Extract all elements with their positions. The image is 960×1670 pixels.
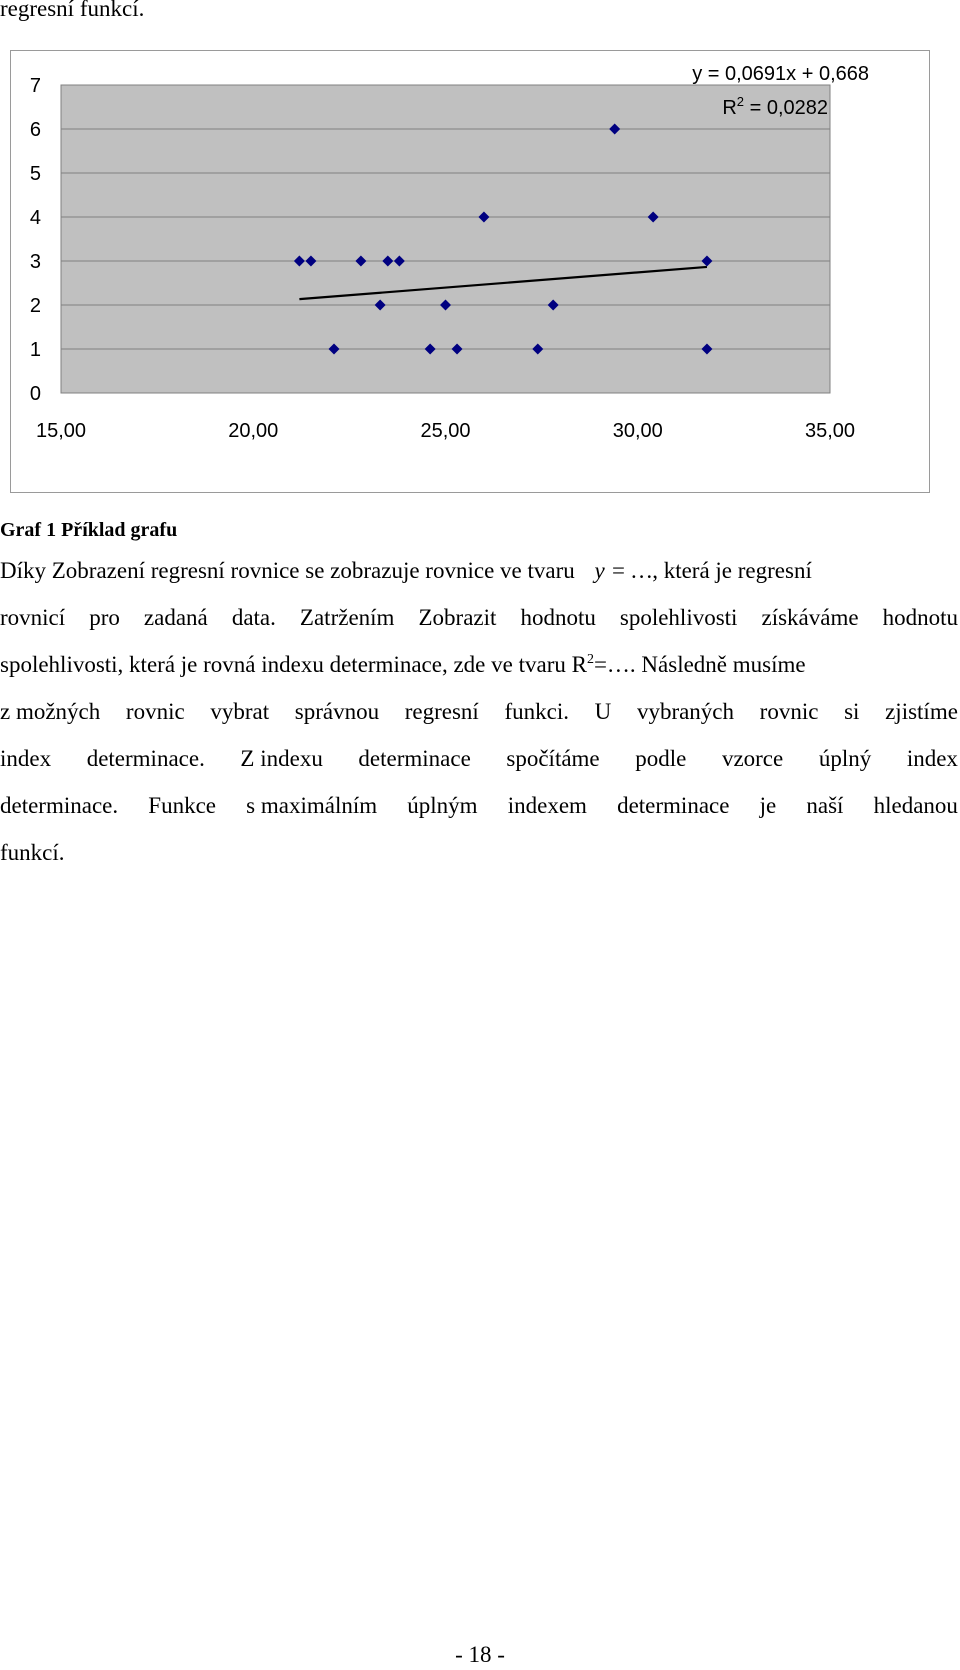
r-squared-label: $R^2 = 0,0282$ [722, 94, 828, 119]
word: Funkce [148, 793, 216, 818]
word: vybrat [210, 699, 270, 724]
y-tick-label: 0 [29, 383, 41, 405]
word: rovnicí [0, 605, 66, 630]
word: hledanou [873, 793, 958, 818]
word: determinace. [0, 793, 119, 818]
word: vybraných [636, 699, 735, 724]
text-segment: , která je regresní [652, 558, 812, 583]
word: determinace [617, 793, 730, 818]
word: rovnic [125, 699, 185, 724]
text-line-3 [0, 650, 958, 680]
word: data. [231, 605, 276, 630]
word: Zobrazit [418, 605, 497, 630]
trendline-equation: y = 0,0691x + 0,668 [692, 63, 869, 85]
plot-area [61, 85, 830, 393]
superscript: 2 [586, 652, 594, 667]
text-line-6 [0, 791, 958, 821]
x-tick-label: 30,00 [612, 420, 663, 442]
word: hodnotu [882, 605, 958, 630]
word: Z indexu [240, 746, 323, 771]
y-tick-label: 4 [29, 207, 41, 229]
word: spolehlivosti [619, 605, 738, 630]
word: indexem [507, 793, 587, 818]
y-tick-label: 2 [29, 295, 41, 317]
math-expression: y = … [594, 558, 653, 583]
word: úplný [818, 746, 872, 771]
x-tick-label: 15,00 [35, 420, 87, 442]
word: je [759, 793, 777, 818]
word: index [0, 746, 52, 771]
y-tick-label: 5 [29, 163, 41, 185]
word: s maximálním [246, 793, 378, 818]
word: naší [806, 793, 844, 818]
y-tick-label: 1 [29, 339, 41, 361]
text-line-4 [0, 697, 958, 727]
word: zadaná [143, 605, 208, 630]
text-segment: Díky Zobrazení regresní rovnice se zobrazuje rovnice ve tvaru [0, 558, 575, 583]
previous-page-fragment: regresní funkcí. [0, 0, 145, 21]
y-tick-label: 7 [29, 75, 41, 97]
text-line-2 [0, 603, 958, 633]
chart-container [10, 50, 930, 493]
word: determinace. [86, 746, 205, 771]
x-tick-label: 35,00 [804, 420, 856, 442]
word: U [594, 699, 612, 724]
word: pro [89, 605, 120, 630]
text-line-7: funkcí. [0, 840, 65, 865]
text-segment: =…. Následně musíme [593, 652, 806, 677]
x-tick-label: 25,00 [420, 420, 471, 442]
word: vzorce [721, 746, 784, 771]
x-tick-label: 20,00 [228, 420, 279, 442]
y-tick-label: 3 [29, 251, 41, 273]
scatter-chart [11, 51, 929, 492]
page-number: - 18 - [455, 1642, 505, 1667]
text-line-5 [0, 744, 958, 774]
word: index [906, 746, 958, 771]
word: správnou [294, 699, 380, 724]
word: rovnic [759, 699, 819, 724]
word: Zatržením [299, 605, 395, 630]
word: si [844, 699, 860, 724]
word: z možných [0, 699, 101, 724]
text-line-1 [0, 556, 958, 586]
word: získáváme [761, 605, 859, 630]
word: hodnotu [520, 605, 596, 630]
word: podle [635, 746, 687, 771]
word: determinace [358, 746, 471, 771]
word: spočítáme [506, 746, 600, 771]
word: regresní [404, 699, 479, 724]
word: zjistíme [885, 699, 958, 724]
y-tick-label: 6 [29, 119, 41, 141]
figure-caption: Graf 1 Příklad grafu [0, 519, 178, 541]
text-segment: spolehlivosti, která je rovná indexu determinace, zde ve tvaru R [0, 652, 587, 677]
word: úplným [407, 793, 478, 818]
word: funkci. [504, 699, 569, 724]
